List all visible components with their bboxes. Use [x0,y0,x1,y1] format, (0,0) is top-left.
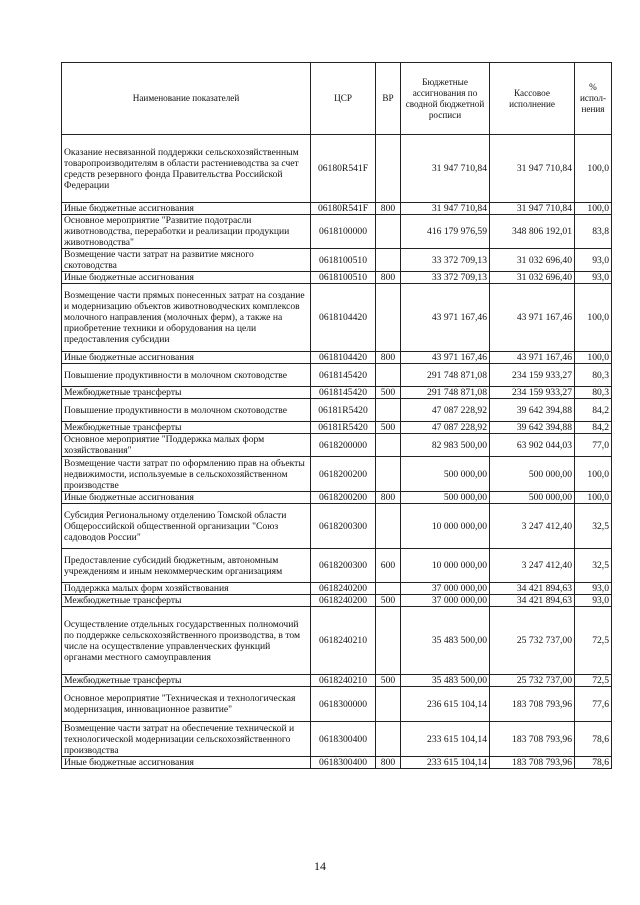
cell-csr: 06180R541F [311,203,376,215]
cell-csr: 06181R5420 [311,399,376,422]
table-row [62,364,612,387]
table-row [62,387,612,399]
cell-cash: 500 000,00 [490,492,575,504]
table-row [62,607,612,675]
cell-pct: 100,0 [575,457,612,492]
cell-budget: 43 971 167,46 [401,352,490,364]
cell-name: Осуществление отдельных государственных полномочий по поддержке сельскохозяйственного производства, в том числе на осуществление управленческих функций органами местного самоуправления [62,607,311,675]
cell-pct: 78,6 [575,722,612,757]
cell-csr: 0618300400 [311,722,376,757]
table-row [62,757,612,769]
cell-csr: 0618104420 [311,352,376,364]
cell-vr [376,583,401,595]
cell-csr: 0618300000 [311,687,376,722]
header-pct: % испол-нения [575,63,612,135]
cell-cash: 234 159 933,27 [490,387,575,399]
cell-csr: 0618200200 [311,492,376,504]
table-row [62,352,612,364]
cell-name: Субсидия Региональному отделению Томской области Общероссийской общественной организации "Союз садоводов России" [62,504,311,549]
cell-csr: 0618200200 [311,457,376,492]
cell-name: Межбюджетные трансферты [62,675,311,687]
cell-pct: 80,3 [575,364,612,387]
table-row [62,583,612,595]
cell-cash: 348 806 192,01 [490,215,575,249]
cell-vr: 800 [376,272,401,284]
cell-pct: 77,0 [575,434,612,457]
cell-vr [376,607,401,675]
cell-budget: 47 087 228,92 [401,399,490,422]
cell-csr: 0618145420 [311,387,376,399]
cell-pct: 32,5 [575,549,612,583]
cell-pct: 84,2 [575,399,612,422]
cell-name: Возмещение части затрат на развитие мясного скотоводства [62,249,311,272]
cell-budget: 31 947 710,84 [401,203,490,215]
cell-csr: 0618300400 [311,757,376,769]
cell-budget: 500 000,00 [401,492,490,504]
cell-budget: 500 000,00 [401,457,490,492]
cell-cash: 234 159 933,27 [490,364,575,387]
cell-budget: 10 000 000,00 [401,549,490,583]
cell-csr: 0618100510 [311,272,376,284]
cell-cash: 34 421 894,63 [490,595,575,607]
cell-cash: 183 708 793,96 [490,757,575,769]
cell-name: Основное мероприятие "Поддержка малых форм хозяйствования" [62,434,311,457]
header-cash: Кассовое исполнение [490,63,575,135]
table-header-row [62,63,612,135]
cell-name: Возмещение части затрат на обеспечение технической и технологической модернизации сельскохозяйственного производства [62,722,311,757]
cell-name: Иные бюджетные ассигнования [62,352,311,364]
table-row [62,457,612,492]
cell-pct: 80,3 [575,387,612,399]
cell-name: Иные бюджетные ассигнования [62,203,311,215]
cell-budget: 416 179 976,59 [401,215,490,249]
cell-name: Повышение продуктивности в молочном скотоводстве [62,399,311,422]
header-budget: Бюджетные ассигнования по сводной бюджетной росписи [401,63,490,135]
cell-csr: 0618240210 [311,607,376,675]
cell-budget: 47 087 228,92 [401,422,490,434]
cell-vr [376,215,401,249]
cell-cash: 39 642 394,88 [490,399,575,422]
cell-csr: 0618104420 [311,284,376,352]
cell-vr [376,399,401,422]
cell-vr [376,135,401,203]
cell-vr [376,434,401,457]
page-number: 14 [314,859,326,873]
cell-cash: 43 971 167,46 [490,352,575,364]
table-row [62,422,612,434]
cell-cash: 183 708 793,96 [490,722,575,757]
cell-cash: 31 032 696,40 [490,249,575,272]
cell-pct: 72,5 [575,675,612,687]
cell-pct: 84,2 [575,422,612,434]
table-row [62,504,612,549]
cell-cash: 31 947 710,84 [490,135,575,203]
table-row [62,434,612,457]
cell-name: Межбюджетные трансферты [62,595,311,607]
cell-name: Иные бюджетные ассигнования [62,272,311,284]
cell-name: Возмещение части прямых понесенных затрат на создание и модернизацию объектов животноводческих комплексов молочного направления (молочных ферм), а также на приобретение техники и оборудования на цели предоставления субсидии [62,284,311,352]
cell-name: Межбюджетные трансферты [62,422,311,434]
cell-cash: 39 642 394,88 [490,422,575,434]
cell-cash: 63 902 044,03 [490,434,575,457]
cell-budget: 37 000 000,00 [401,595,490,607]
cell-cash: 25 732 737,00 [490,607,575,675]
table-row [62,399,612,422]
cell-name: Основное мероприятие "Развитие подотрасли животноводства, переработки и реализации продукции животноводства" [62,215,311,249]
cell-csr: 0618145420 [311,364,376,387]
cell-cash: 183 708 793,96 [490,687,575,722]
header-csr: ЦСР [311,63,376,135]
cell-budget: 291 748 871,08 [401,364,490,387]
cell-name: Предоставление субсидий бюджетным, автономным учреждениям и иным некоммерческим организациям [62,549,311,583]
cell-name: Возмещение части затрат по оформлению прав на объекты недвижимости, используемые в сельскохозяйственном производстве [62,457,311,492]
cell-cash: 3 247 412,40 [490,549,575,583]
cell-csr: 0618240200 [311,595,376,607]
cell-vr [376,722,401,757]
cell-budget: 37 000 000,00 [401,583,490,595]
cell-cash: 31 947 710,84 [490,203,575,215]
cell-vr: 800 [376,492,401,504]
cell-vr: 500 [376,595,401,607]
table-row [62,203,612,215]
cell-pct: 100,0 [575,352,612,364]
cell-cash: 500 000,00 [490,457,575,492]
cell-pct: 93,0 [575,272,612,284]
cell-budget: 35 483 500,00 [401,675,490,687]
cell-budget: 236 615 104,14 [401,687,490,722]
table-row [62,272,612,284]
cell-budget: 291 748 871,08 [401,387,490,399]
cell-budget: 33 372 709,13 [401,272,490,284]
table-row [62,687,612,722]
table-row [62,249,612,272]
cell-budget: 82 983 500,00 [401,434,490,457]
table-row [62,722,612,757]
cell-vr [376,457,401,492]
table-row [62,595,612,607]
cell-budget: 233 615 104,14 [401,722,490,757]
cell-vr [376,284,401,352]
cell-cash: 34 421 894,63 [490,583,575,595]
cell-budget: 35 483 500,00 [401,607,490,675]
cell-vr [376,364,401,387]
cell-vr: 500 [376,387,401,399]
cell-pct: 93,0 [575,595,612,607]
table-row [62,492,612,504]
cell-csr: 0618200000 [311,434,376,457]
cell-pct: 72,5 [575,607,612,675]
cell-pct: 100,0 [575,135,612,203]
cell-name: Иные бюджетные ассигнования [62,757,311,769]
cell-csr: 0618100510 [311,249,376,272]
cell-vr: 800 [376,757,401,769]
cell-vr: 800 [376,203,401,215]
cell-vr [376,687,401,722]
cell-vr [376,504,401,549]
cell-pct: 100,0 [575,284,612,352]
table-row [62,135,612,203]
header-name: Наименование показателей [62,63,311,135]
cell-budget: 43 971 167,46 [401,284,490,352]
table-body [62,135,612,769]
table-row [62,215,612,249]
cell-pct: 100,0 [575,203,612,215]
cell-pct: 32,5 [575,504,612,549]
cell-name: Межбюджетные трансферты [62,387,311,399]
cell-cash: 3 247 412,40 [490,504,575,549]
cell-csr: 0618200300 [311,504,376,549]
cell-vr: 800 [376,352,401,364]
cell-vr: 600 [376,549,401,583]
cell-pct: 77,6 [575,687,612,722]
cell-budget: 233 615 104,14 [401,757,490,769]
header-vr: ВР [376,63,401,135]
cell-vr [376,249,401,272]
cell-pct: 100,0 [575,492,612,504]
cell-pct: 83,8 [575,215,612,249]
cell-cash: 31 032 696,40 [490,272,575,284]
cell-budget: 10 000 000,00 [401,504,490,549]
cell-name: Основное мероприятие "Техническая и технологическая модернизация, инновационное развитие" [62,687,311,722]
table-row [62,675,612,687]
cell-csr: 06181R5420 [311,422,376,434]
table-row [62,549,612,583]
cell-vr: 500 [376,675,401,687]
cell-name: Иные бюджетные ассигнования [62,492,311,504]
cell-name: Оказание несвязанной поддержки сельскохозяйственным товаропроизводителям в области растениеводства за счет средств резервного фонда Правительства Российской Федерации [62,135,311,203]
cell-name: Повышение продуктивности в молочном скотоводстве [62,364,311,387]
cell-pct: 93,0 [575,583,612,595]
cell-cash: 25 732 737,00 [490,675,575,687]
cell-csr: 0618240210 [311,675,376,687]
cell-csr: 0618200300 [311,549,376,583]
cell-pct: 78,6 [575,757,612,769]
cell-vr: 500 [376,422,401,434]
cell-csr: 06180R541F [311,135,376,203]
cell-budget: 31 947 710,84 [401,135,490,203]
cell-csr: 0618240200 [311,583,376,595]
budget-execution-table [61,62,612,769]
table-row [62,284,612,352]
cell-name: Поддержка малых форм хозяйствования [62,583,311,595]
cell-pct: 93,0 [575,249,612,272]
cell-cash: 43 971 167,46 [490,284,575,352]
cell-budget: 33 372 709,13 [401,249,490,272]
cell-csr: 0618100000 [311,215,376,249]
